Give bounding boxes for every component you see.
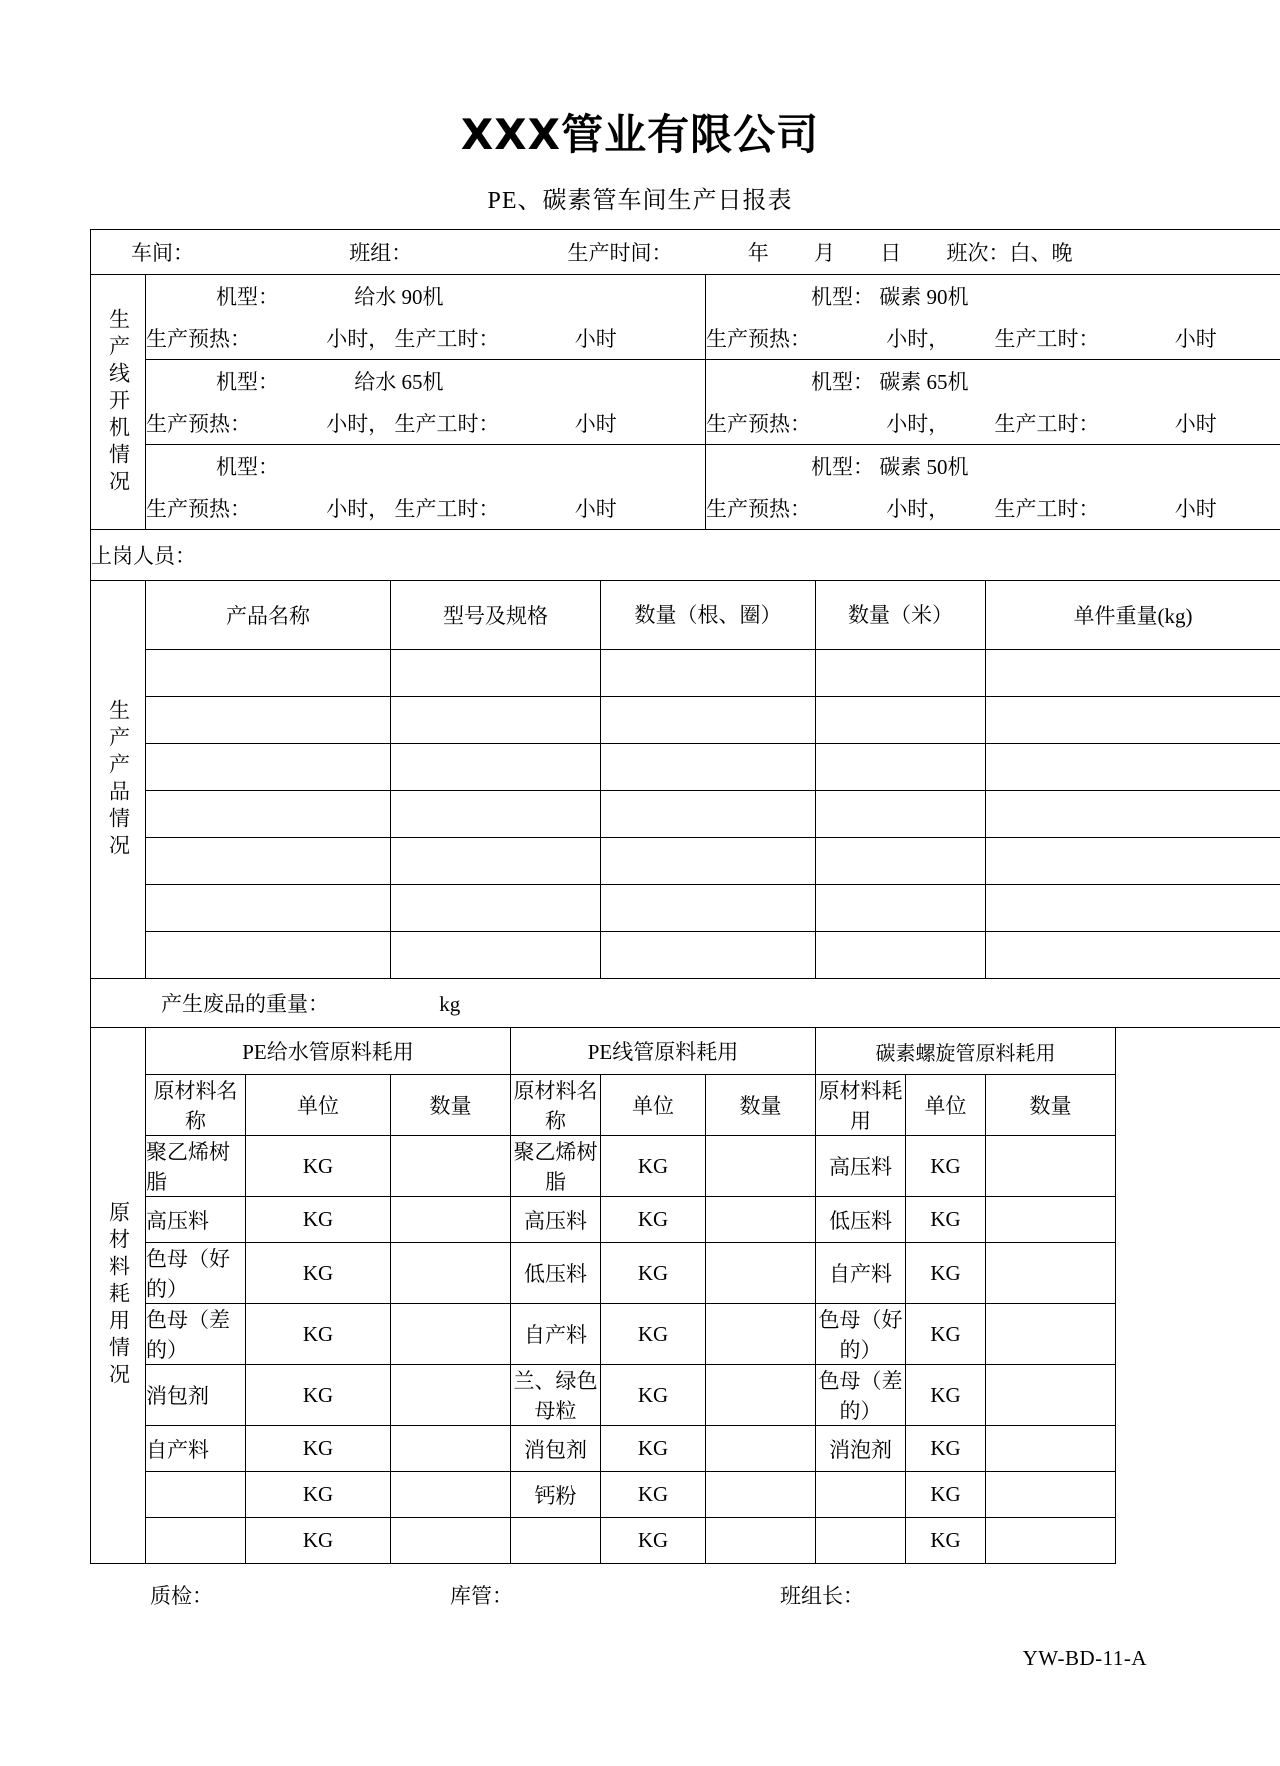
material-cell-pe-line-qty[interactable] [706, 1304, 816, 1365]
machine-right-2 [706, 360, 1280, 403]
machine-value-right-3: 碳素 50机 [879, 455, 969, 480]
material-cell-carbon-qty[interactable] [986, 1365, 1116, 1426]
line-section-row-3 [91, 445, 1280, 488]
waste-cell [91, 979, 1280, 1028]
product-col-name: 产品名称 [146, 581, 391, 650]
preheat-label-left-3: 生产预热： [146, 497, 251, 522]
worktime-label-left-2: 生产工时： [394, 412, 500, 437]
product-col-qty-pieces: 数量（根、圈） [601, 581, 816, 650]
worktime-label-right-2: 生产工时： [994, 412, 1100, 437]
hour-unit2-right-2: 小时 [1174, 412, 1217, 437]
product-cell-qty-meters[interactable] [816, 697, 986, 744]
machine-label-left-1: 机型： [216, 285, 279, 310]
material-cell-pe-line-name: 高压料 [511, 1197, 601, 1243]
machine-label-right-3: 机型： [811, 455, 874, 480]
hour-unit-left-1: 小时， [326, 327, 390, 352]
machine-value-right-2: 碳素 65机 [879, 370, 969, 395]
material-cell-pe-water-unit: KG [246, 1197, 391, 1243]
product-cell-model[interactable] [391, 932, 601, 979]
material-cell-pe-water-name: 高压料 [146, 1197, 246, 1243]
material-subheader-pe-water-qty: 数量 [391, 1075, 511, 1136]
product-blank-row [91, 932, 1280, 979]
product-section-label: 生产产品情况 [106, 698, 131, 861]
product-blank-row [91, 744, 1280, 791]
material-cell-pe-line-unit: KG [601, 1365, 706, 1426]
hours-left-2 [146, 402, 706, 445]
product-cell-qty-meters[interactable] [816, 650, 986, 697]
year-label: 年 [747, 241, 769, 266]
hour-unit2-left-3: 小时 [574, 497, 617, 522]
waste-unit: kg [439, 992, 461, 1017]
material-cell-pe-line-name: 低压料 [511, 1243, 601, 1304]
product-cell-model[interactable] [391, 838, 601, 885]
product-cell-qty-pieces[interactable] [601, 650, 816, 697]
product-cell-qty-pieces[interactable] [601, 744, 816, 791]
material-cell-pe-water-unit: KG [246, 1365, 391, 1426]
product-cell-qty-pieces[interactable] [601, 932, 816, 979]
month-label: 月 [814, 241, 835, 266]
material-subheader-pe-water-unit: 单位 [246, 1075, 391, 1136]
material-group-header-row [91, 1028, 1280, 1075]
material-cell-pe-line-qty[interactable] [706, 1136, 816, 1197]
material-cell-pe-line-unit: KG [601, 1243, 706, 1304]
material-cell-carbon-unit: KG [906, 1518, 986, 1564]
product-cell-model[interactable] [391, 791, 601, 838]
material-cell-carbon-name: 消泡剂 [816, 1426, 906, 1472]
material-cell-pe-water-qty[interactable] [391, 1197, 511, 1243]
footer-signatures [95, 1580, 1185, 1610]
preheat-label-right-2: 生产预热： [706, 412, 811, 437]
shift-label: 班次：白、晚 [946, 241, 1073, 266]
report-table [90, 229, 1280, 1564]
line-section-row-2-hours [91, 402, 1280, 445]
material-subheader-pe-line-unit: 单位 [601, 1075, 706, 1136]
hour-unit-left-2: 小时， [326, 412, 390, 437]
material-cell-pe-line-unit: KG [601, 1472, 706, 1518]
material-cell-pe-line-qty[interactable] [706, 1243, 816, 1304]
material-cell-pe-water-name: 色母（好的） [146, 1243, 246, 1304]
line-section-label: 生产线开机情况 [106, 307, 131, 497]
machine-label-right-1: 机型： [811, 285, 874, 310]
hour-unit2-left-2: 小时 [574, 412, 617, 437]
material-subheader-carbon-qty: 数量 [986, 1075, 1116, 1136]
staff-label: 上岗人员： [91, 544, 196, 569]
worktime-label-left-1: 生产工时： [394, 327, 500, 352]
hours-left-3 [146, 487, 706, 530]
product-blank-row [91, 838, 1280, 885]
product-cell-qty-meters[interactable] [816, 838, 986, 885]
material-cell-carbon-unit: KG [906, 1136, 986, 1197]
product-blank-row [91, 697, 1280, 744]
material-section-label: 原材料耗用情况 [106, 1201, 131, 1391]
material-cell-pe-water-qty[interactable] [391, 1304, 511, 1365]
product-cell-qty-pieces[interactable] [601, 885, 816, 932]
material-subheader-pe-line-qty: 数量 [706, 1075, 816, 1136]
hour-unit2-left-1: 小时 [574, 327, 617, 352]
product-col-qty-meters: 数量（米） [816, 581, 986, 650]
material-cell-carbon-name: 自产料 [816, 1243, 906, 1304]
hour-unit-right-2: 小时， [886, 412, 950, 437]
preheat-label-right-3: 生产预热： [706, 497, 811, 522]
material-cell-pe-line-qty[interactable] [706, 1365, 816, 1426]
material-row [91, 1136, 1280, 1197]
product-blank-row [91, 650, 1280, 697]
production-time-label: 生产时间： [567, 241, 673, 266]
line-section-label-cell [91, 275, 146, 530]
product-cell-name[interactable] [146, 697, 391, 744]
machine-value-left-2: 给水 65机 [354, 370, 444, 395]
material-cell-pe-line-unit: KG [601, 1518, 706, 1564]
worktime-label-left-3: 生产工时： [394, 497, 500, 522]
waste-row [91, 979, 1280, 1028]
material-cell-carbon-qty[interactable] [986, 1472, 1116, 1518]
product-cell-qty-meters[interactable] [816, 744, 986, 791]
material-group-carbon: 碳素螺旋管原料耗用 [816, 1028, 1116, 1075]
material-cell-pe-line-unit: KG [601, 1197, 706, 1243]
material-cell-carbon-name: 色母（好的） [816, 1304, 906, 1365]
product-cell-unit-weight[interactable] [986, 932, 1280, 979]
material-cell-pe-line-qty[interactable] [706, 1518, 816, 1564]
material-group-pe-line: PE线管原料耗用 [511, 1028, 816, 1075]
product-cell-name[interactable] [146, 932, 391, 979]
material-cell-pe-water-unit: KG [246, 1304, 391, 1365]
material-cell-pe-line-qty[interactable] [706, 1426, 816, 1472]
product-cell-qty-meters[interactable] [816, 791, 986, 838]
product-cell-model[interactable] [391, 885, 601, 932]
product-cell-qty-meters[interactable] [816, 885, 986, 932]
material-cell-pe-water-unit: KG [246, 1136, 391, 1197]
material-cell-pe-line-name: 自产料 [511, 1304, 601, 1365]
staff-row [91, 530, 1280, 581]
hour-unit-left-3: 小时， [326, 497, 390, 522]
product-cell-qty-pieces[interactable] [601, 838, 816, 885]
material-cell-pe-line-qty[interactable] [706, 1472, 816, 1518]
material-subheader-carbon-name: 原材料耗用 [816, 1075, 906, 1136]
material-cell-pe-water-name [146, 1472, 246, 1518]
product-header-row [91, 581, 1280, 650]
material-cell-pe-line-name: 钙粉 [511, 1472, 601, 1518]
workshop-label: 车间： [131, 241, 194, 266]
preheat-label-right-1: 生产预热： [706, 327, 811, 352]
hours-right-3 [706, 487, 1280, 530]
material-row [91, 1243, 1280, 1304]
line-section-row-2 [91, 360, 1280, 403]
hour-unit-right-3: 小时， [886, 497, 950, 522]
material-section-label-cell [91, 1028, 146, 1564]
machine-left-3 [146, 445, 706, 488]
material-cell-pe-water-qty[interactable] [391, 1243, 511, 1304]
day-label: 日 [880, 241, 902, 266]
line-section-row-1-hours [91, 317, 1280, 360]
material-cell-carbon-unit: KG [906, 1243, 986, 1304]
info-row [91, 230, 1280, 275]
material-cell-pe-line-unit: KG [601, 1426, 706, 1472]
material-cell-pe-water-unit: KG [246, 1518, 391, 1564]
preheat-label-left-1: 生产预热： [146, 327, 251, 352]
hour-unit2-right-3: 小时 [1174, 497, 1217, 522]
material-row [91, 1472, 1280, 1518]
material-cell-carbon-name: 色母（差的） [816, 1365, 906, 1426]
material-cell-pe-water-name [146, 1518, 246, 1564]
machine-label-right-2: 机型： [811, 370, 874, 395]
material-cell-pe-water-name: 自产料 [146, 1426, 246, 1472]
product-cell-unit-weight[interactable] [986, 885, 1280, 932]
material-cell-pe-water-unit: KG [246, 1426, 391, 1472]
line-section-row-3-hours [91, 487, 1280, 530]
material-cell-carbon-qty[interactable] [986, 1426, 1116, 1472]
preheat-label-left-2: 生产预热： [146, 412, 251, 437]
product-cell-name[interactable] [146, 650, 391, 697]
material-cell-pe-line-name [511, 1518, 601, 1564]
material-cell-carbon-unit: KG [906, 1472, 986, 1518]
material-cell-carbon-qty[interactable] [986, 1243, 1116, 1304]
inspection-label: 质检： [150, 1584, 213, 1609]
product-cell-model[interactable] [391, 697, 601, 744]
product-cell-name[interactable] [146, 885, 391, 932]
product-cell-unit-weight[interactable] [986, 697, 1280, 744]
material-row [91, 1365, 1280, 1426]
material-cell-carbon-name [816, 1472, 906, 1518]
product-cell-name[interactable] [146, 791, 391, 838]
product-blank-row [91, 791, 1280, 838]
product-section-label-cell [91, 581, 146, 979]
material-cell-pe-water-unit: KG [246, 1243, 391, 1304]
hours-right-2 [706, 402, 1280, 445]
machine-label-left-3: 机型： [216, 455, 279, 480]
product-blank-row [91, 885, 1280, 932]
team-leader-label: 班组长： [780, 1584, 864, 1609]
product-cell-name[interactable] [146, 838, 391, 885]
product-cell-model[interactable] [391, 744, 601, 791]
machine-right-3 [706, 445, 1280, 488]
material-cell-carbon-unit: KG [906, 1426, 986, 1472]
product-col-model: 型号及规格 [391, 581, 601, 650]
worktime-label-right-3: 生产工时： [994, 497, 1100, 522]
hours-right-1 [706, 317, 1280, 360]
machine-value-left-1: 给水 90机 [354, 285, 444, 310]
product-cell-model[interactable] [391, 650, 601, 697]
machine-right-1 [706, 275, 1280, 318]
product-cell-qty-pieces[interactable] [601, 791, 816, 838]
material-cell-pe-water-qty[interactable] [391, 1426, 511, 1472]
material-cell-pe-line-unit: KG [601, 1304, 706, 1365]
product-cell-name[interactable] [146, 744, 391, 791]
material-sub-header-row [91, 1075, 1280, 1136]
product-cell-unit-weight[interactable] [986, 791, 1280, 838]
material-row [91, 1426, 1280, 1472]
material-cell-carbon-qty[interactable] [986, 1304, 1116, 1365]
product-cell-qty-meters[interactable] [816, 932, 986, 979]
worktime-label-right-1: 生产工时： [994, 327, 1100, 352]
material-cell-pe-line-qty[interactable] [706, 1197, 816, 1243]
product-cell-unit-weight[interactable] [986, 744, 1280, 791]
company-title: XXX管业有限公司 [460, 110, 820, 159]
material-cell-pe-water-qty[interactable] [391, 1365, 511, 1426]
material-subheader-pe-water-name: 原材料名称 [146, 1075, 246, 1136]
material-row [91, 1197, 1280, 1243]
material-cell-pe-water-qty[interactable] [391, 1518, 511, 1564]
material-row [91, 1304, 1280, 1365]
product-col-unit-weight: 单件重量(kg) [986, 581, 1280, 650]
material-cell-carbon-qty[interactable] [986, 1518, 1116, 1564]
material-cell-carbon-unit: KG [906, 1365, 986, 1426]
waste-label: 产生废品的重量： [161, 992, 329, 1017]
material-cell-pe-line-unit: KG [601, 1136, 706, 1197]
product-cell-unit-weight[interactable] [986, 650, 1280, 697]
staff-cell [91, 530, 1280, 581]
hours-left-1 [146, 317, 706, 360]
machine-left-2 [146, 360, 706, 403]
info-row-cell [91, 230, 1280, 275]
material-cell-carbon-qty[interactable] [986, 1136, 1116, 1197]
material-cell-pe-water-name: 消包剂 [146, 1365, 246, 1426]
material-cell-carbon-qty[interactable] [986, 1197, 1116, 1243]
material-cell-carbon-name: 低压料 [816, 1197, 906, 1243]
product-cell-qty-pieces[interactable] [601, 697, 816, 744]
material-cell-pe-water-qty[interactable] [391, 1472, 511, 1518]
material-group-pe-water: PE给水管原料耗用 [146, 1028, 511, 1075]
document-subtitle: PE、碳素管车间生产日报表 [487, 188, 793, 215]
material-row [91, 1518, 1280, 1564]
material-cell-carbon-name [816, 1518, 906, 1564]
material-cell-pe-water-qty[interactable] [391, 1136, 511, 1197]
hour-unit2-right-1: 小时 [1174, 327, 1217, 352]
material-subheader-carbon-unit: 单位 [906, 1075, 986, 1136]
team-label: 班组： [349, 241, 413, 266]
material-cell-carbon-unit: KG [906, 1304, 986, 1365]
material-cell-pe-water-name: 聚乙烯树脂 [146, 1136, 246, 1197]
machine-left-1 [146, 275, 706, 318]
material-cell-carbon-name: 高压料 [816, 1136, 906, 1197]
machine-value-right-1: 碳素 90机 [879, 285, 969, 310]
material-subheader-pe-line-name: 原材料名称 [511, 1075, 601, 1136]
document-code: YW-BD-11-A [1022, 1646, 1147, 1671]
material-cell-pe-water-unit: KG [246, 1472, 391, 1518]
material-cell-pe-line-name: 聚乙烯树脂 [511, 1136, 601, 1197]
material-cell-carbon-unit: KG [906, 1197, 986, 1243]
line-section-row-1 [91, 275, 1280, 318]
machine-label-left-2: 机型： [216, 370, 279, 395]
material-cell-pe-water-name: 色母（差的） [146, 1304, 246, 1365]
warehouse-label: 库管： [450, 1584, 513, 1609]
material-cell-pe-line-name: 兰、绿色母粒 [511, 1365, 601, 1426]
hour-unit-right-1: 小时， [886, 327, 950, 352]
material-cell-pe-line-name: 消包剂 [511, 1426, 601, 1472]
product-cell-unit-weight[interactable] [986, 838, 1280, 885]
